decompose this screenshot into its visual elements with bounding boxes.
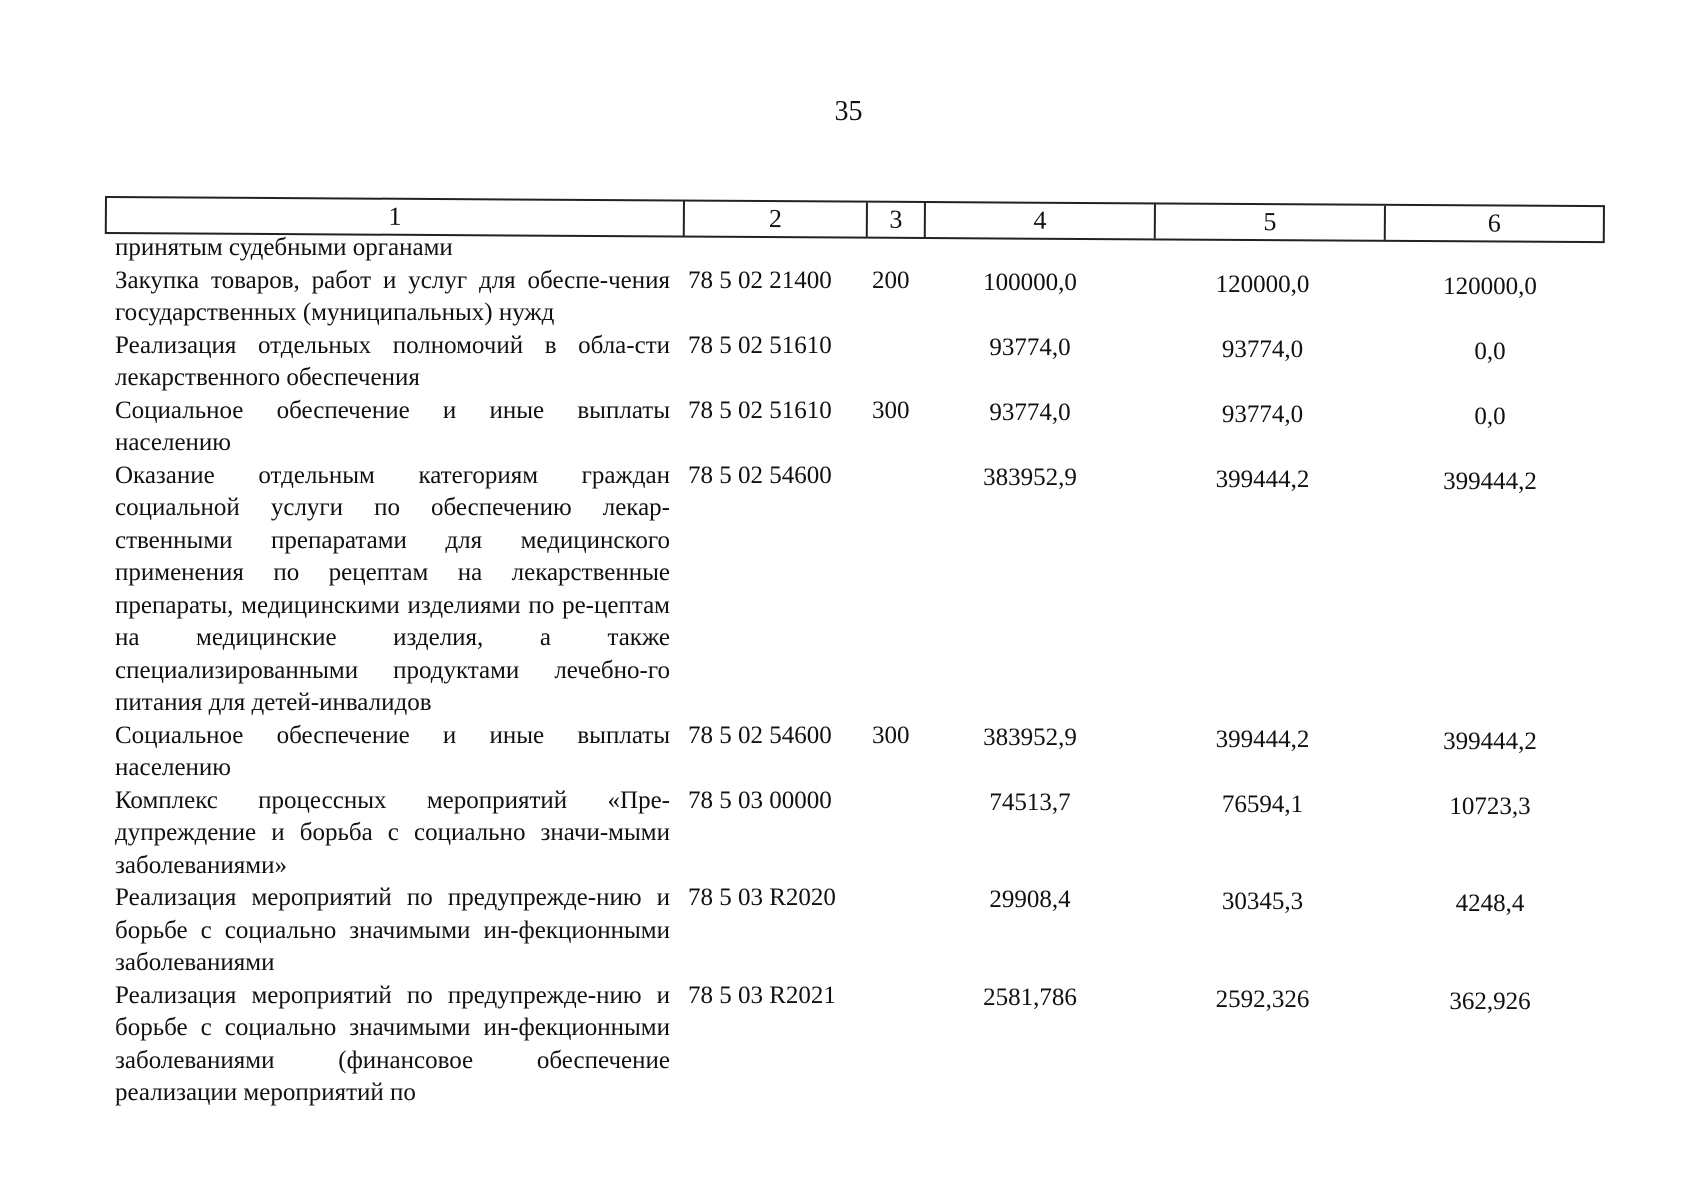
row-value-2024: 30345,3 [1221,888,1304,915]
table-row [0,720,1697,785]
row-name: Социальное обеспечение и иные выплаты населению [115,721,670,781]
row-kind: 200 [872,266,910,294]
table-row [0,980,1697,1110]
row-code: 78 5 03 R2020 [688,884,836,911]
row-value-2024: 399444,2 [1215,465,1310,493]
table-row [0,882,1697,980]
row-code: 78 5 03 00000 [688,786,832,814]
row-value-2025: 362,926 [1449,987,1531,1015]
row-code: 78 5 02 51610 [688,396,832,424]
row-kind: 300 [872,721,910,749]
header-col-4: 4 [926,203,1156,238]
row-value-2024: 2592,326 [1215,985,1310,1013]
row-value-2023: 93774,0 [989,333,1071,361]
row-value-2024: 93774,0 [1221,400,1304,428]
row-code: 78 5 02 21400 [688,266,832,294]
row-name: Реализация мероприятий по предупрежде-нию и борьбе с социально значимыми ин-фекционными заболеваниями (финансовое обеспечение реализации мероприятий по [115,981,670,1106]
row-code: 78 5 02 54600 [688,721,832,749]
table-row [0,232,1697,265]
row-code: 78 5 03 R2021 [688,981,836,1009]
header-col-2: 2 [685,202,868,237]
row-value-2024: 120000,0 [1215,270,1310,298]
row-value-2024: 76594,1 [1221,790,1304,818]
row-name: Закупка товаров, работ и услуг для обеспе-чения государственных (муниципальных) нужд [115,266,670,326]
row-value-2023: 29908,4 [989,886,1071,913]
table-row [0,785,1697,883]
row-value-2025: 399444,2 [1443,727,1537,755]
row-value-2025: 0,0 [1474,402,1506,430]
row-kind: 300 [872,396,910,424]
row-value-2023: 2581,786 [983,983,1077,1011]
row-value-2025: 4248,4 [1455,890,1525,917]
row-value-2025: 399444,2 [1443,467,1537,495]
row-value-2023: 74513,7 [989,788,1071,816]
row-name: Оказание отдельным категориям граждан социальной услуги по обеспечению лекар-ственными препаратами для медицинского применения по рецептам на лекарственные препараты, медицинскими изделиями по ре-цептам на медицинские изделия, а также специализированными продуктами лечебно-го питания для детей-инвалидов [115,461,670,716]
row-value-2025: 0,0 [1474,337,1506,365]
table-body [0,232,1697,1110]
header-col-1: 1 [107,198,685,236]
row-code: 78 5 02 54600 [688,461,832,489]
table-row [0,330,1697,395]
row-value-2023: 383952,9 [983,463,1077,491]
row-name: Социальное обеспечение и иные выплаты населению [115,396,670,456]
header-col-6: 6 [1487,208,1501,238]
row-value-2023: 383952,9 [983,723,1077,751]
row-value-2025: 120000,0 [1443,272,1537,300]
row-name: Реализация мероприятий по предупрежде-нию и борьбе с социально значимыми ин-фекционными заболеваниями [115,884,670,976]
row-name: Комплекс процессных мероприятий «Пре-дупреждение и борьба с социально значи-мыми заболеваниями» [115,786,670,879]
row-name: Реализация отдельных полномочий в обла-сти лекарственного обеспечения [115,331,670,391]
row-value-2025: 10723,3 [1449,792,1531,820]
header-col-3: 3 [868,203,926,237]
row-code: 78 5 02 51610 [688,331,832,359]
table-row [0,265,1697,330]
row-value-2024: 93774,0 [1221,335,1304,363]
page-number: 35 [834,96,863,127]
row-value-2023: 100000,0 [983,268,1077,296]
row-value-2023: 93774,0 [989,398,1071,426]
header-col-5: 5 [1156,204,1386,239]
table-row [0,460,1697,720]
row-value-2024: 399444,2 [1215,725,1310,753]
table-row [0,395,1697,460]
row-name: принятым судебными органами [115,234,453,261]
